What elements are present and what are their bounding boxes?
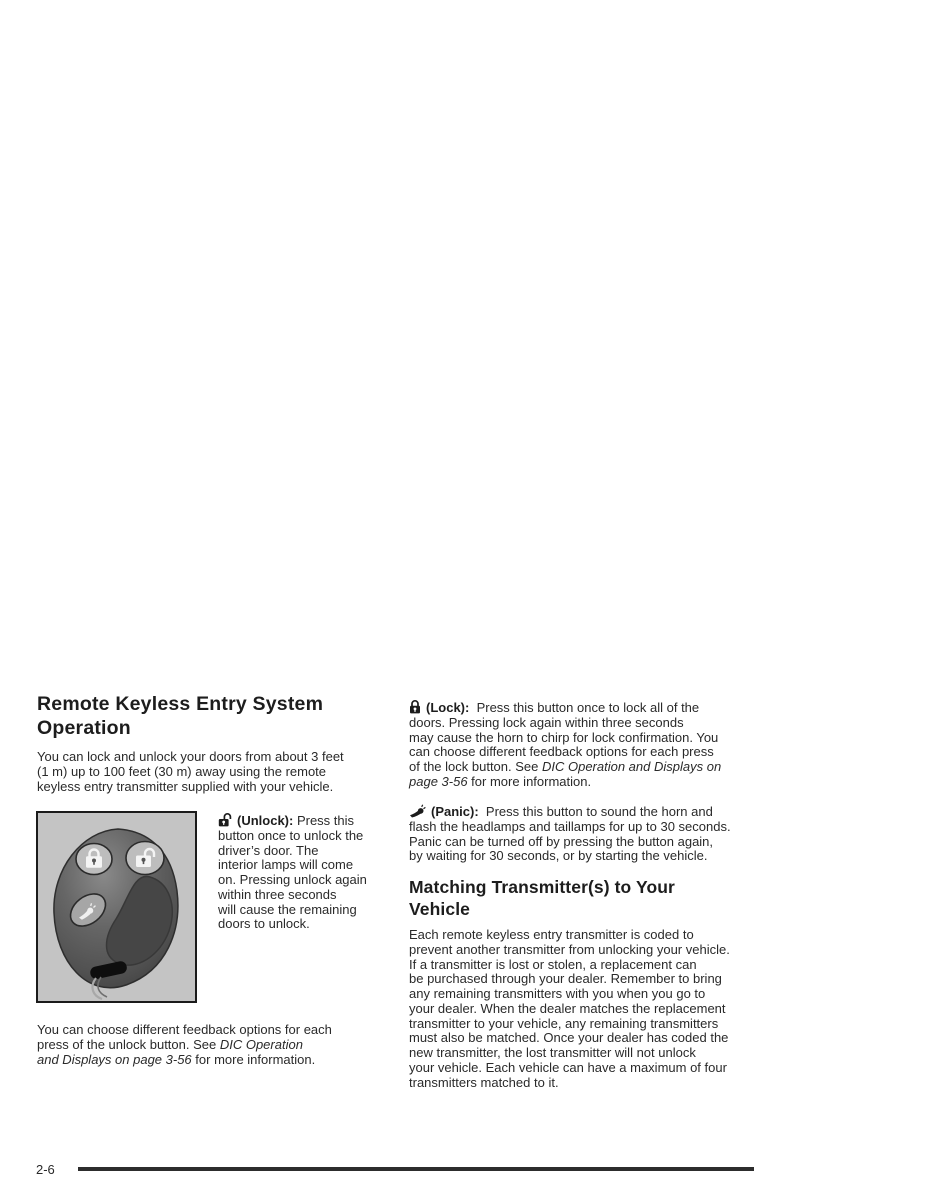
paragraph-line: your vehicle. Each vehicle can have a maximum of four xyxy=(409,1059,727,1075)
heading-line: Vehicle xyxy=(409,899,471,919)
paragraph-line: must also be matched. Once your dealer has coded the xyxy=(409,1030,729,1046)
footer-rule xyxy=(78,1167,754,1171)
paragraph-line: Panic can be turned off by pressing the button again, xyxy=(409,833,714,849)
paragraph-line: keyless entry transmitter supplied with your vehicle. xyxy=(37,778,334,794)
unlock-label: (Unlock): xyxy=(237,813,294,828)
paragraph-line: within three seconds xyxy=(218,886,337,902)
unlock-feedback-paragraph xyxy=(37,1023,399,1067)
unlock-icon xyxy=(218,812,232,827)
paragraph-line: (1 m) up to 100 feet (30 m) away using the remote xyxy=(37,763,327,779)
paragraph-line: will cause the remaining xyxy=(218,901,357,917)
paragraph-line: interior lamps will come xyxy=(218,857,354,873)
paragraph-line: be purchased through your dealer. Remember to bring xyxy=(409,971,722,987)
page-title-line: Operation xyxy=(37,717,131,739)
panic-horn-icon xyxy=(409,804,426,818)
panic-label: (Panic): xyxy=(431,804,479,819)
paragraph-line: on. Pressing unlock again xyxy=(218,872,367,887)
paragraph-line: flash the headlamps and taillamps for up to 30 seconds. xyxy=(409,818,731,834)
paragraph-text: Press this xyxy=(293,813,355,828)
cross-reference: and Displays on page 3-56 xyxy=(37,1051,192,1067)
paragraph-line: doors. Pressing lock again within three seconds xyxy=(409,714,684,730)
remote-transmitter-photo xyxy=(36,811,197,1003)
paragraph-line: by waiting for 30 seconds, or by starting the vehicle. xyxy=(409,848,708,864)
lock-label: (Lock): xyxy=(426,700,470,715)
paragraph-line xyxy=(409,804,771,820)
paragraph-line: can choose different feedback options for each press xyxy=(409,744,714,760)
page-title-line: Remote Keyless Entry System xyxy=(37,693,324,715)
paragraph-text: Press this button once to lock all of the xyxy=(469,700,700,715)
paragraph-line xyxy=(409,775,771,790)
paragraph-line: new transmitter, the lost transmitter will not unlock xyxy=(409,1045,696,1060)
paragraph-line: doors to unlock. xyxy=(218,916,310,932)
paragraph-text: press of the unlock button. See xyxy=(37,1036,220,1052)
page-title xyxy=(37,692,407,740)
cross-reference: DIC Operation and Displays on xyxy=(541,759,722,774)
paragraph-line: may cause the horn to chirp for lock confirmation. You xyxy=(409,729,719,745)
paragraph-line: transmitters matched to it. xyxy=(409,1074,559,1090)
paragraph-line: transmitter to your vehicle, any remaining transmitters xyxy=(409,1015,719,1031)
page-number: 2-6 xyxy=(36,1162,55,1177)
paragraph-line: any remaining transmitters with you when you go to xyxy=(409,986,706,1001)
paragraph-text: for more information. xyxy=(467,773,592,789)
paragraph-text: for more information. xyxy=(191,1051,316,1067)
paragraph-line: You can lock and unlock your doors from about 3 feet xyxy=(37,749,344,764)
cross-reference: page 3-56 xyxy=(409,773,468,789)
matching-transmitters-heading xyxy=(409,876,779,920)
paragraph-line: your dealer. When the dealer matches the replacement xyxy=(409,1000,726,1016)
paragraph-line: button once to unlock the xyxy=(218,827,364,843)
paragraph-line xyxy=(37,1038,399,1053)
paragraph-line xyxy=(37,1053,399,1068)
lock-icon xyxy=(409,699,421,714)
paragraph-line xyxy=(409,760,771,775)
paragraph-line: You can choose different feedback options for each xyxy=(37,1022,332,1037)
fob-unlock-button xyxy=(126,842,164,875)
cross-reference: DIC Operation xyxy=(219,1036,303,1052)
heading-line: Matching Transmitter(s) to Your xyxy=(409,877,675,897)
paragraph-line: Each remote keyless entry transmitter is coded to xyxy=(409,927,694,942)
unlock-paragraph xyxy=(218,812,398,932)
fob-lock-button xyxy=(76,844,112,875)
panic-paragraph xyxy=(409,804,771,864)
lock-paragraph xyxy=(409,699,771,790)
intro-paragraph xyxy=(37,750,399,794)
paragraph-text: Press this button to sound the horn and xyxy=(478,804,713,819)
paragraph-line xyxy=(218,812,398,829)
paragraph-line: prevent another transmitter from unlocking your vehicle. xyxy=(409,941,730,957)
paragraph-line: driver’s door. The xyxy=(218,842,319,858)
paragraph-line xyxy=(409,699,771,716)
matching-transmitters-paragraph xyxy=(409,928,771,1090)
paragraph-text: of the lock button. See xyxy=(409,759,542,774)
paragraph-line: If a transmitter is lost or stolen, a replacement can xyxy=(409,956,697,972)
remote-transmitter-illustration xyxy=(38,813,195,1001)
